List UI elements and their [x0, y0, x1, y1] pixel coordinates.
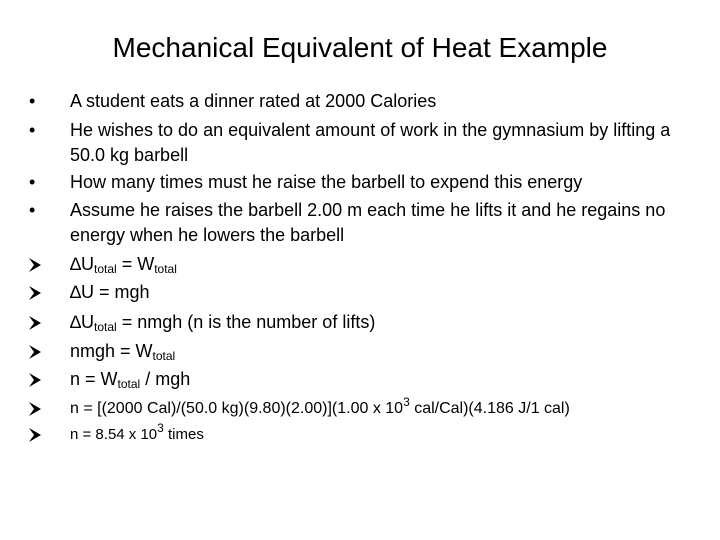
bullet-text: How many times must he raise the barbell to expend this energy	[70, 172, 583, 192]
arrow-bullet-icon	[28, 396, 52, 421]
bullet-icon: •	[29, 91, 36, 111]
step-text: n = 8.54 x $10^3$ times	[70, 421, 204, 443]
bullet-icon: •	[29, 200, 36, 220]
arrow-bullet-icon	[28, 252, 52, 277]
bullet-icon: •	[29, 172, 36, 192]
step-text: n = [(2000 Cal)/(50.0 kg)(9.80)(2.00)](1.00 x $10^3$ cal/Cal)(4.186 J/1 cal)	[70, 395, 570, 417]
arrow-bullet-icon	[28, 422, 52, 447]
step-text: $\Delta U_{total} = W_{total}$	[70, 254, 177, 276]
arrow-bullet-icon	[28, 280, 52, 305]
bullet-text: He wishes to do an equivalent amount of work in the gymnasium by lifting a 50.0 kg barbell	[70, 120, 671, 165]
step-text: $\Delta U_{total}$ = nmgh (n is the number of lifts)	[70, 312, 376, 334]
step-text: ∆U = mgh	[70, 282, 150, 302]
slide-title: Mechanical Equivalent of Heat Example	[112, 32, 608, 63]
arrow-bullet-icon	[28, 339, 52, 364]
arrow-bullet-icon	[28, 310, 52, 335]
bullet-icon: •	[29, 120, 36, 140]
step-text: nmgh = $W_{total}$	[70, 341, 176, 363]
bullet-text: Assume he raises the barbell 2.00 m each time he lifts it and he regains no energy when he lowers the barbell	[70, 200, 666, 245]
step-text: $n = W_{total}$ / mgh	[70, 369, 191, 391]
arrow-bullet-icon	[28, 367, 52, 392]
bullet-text: A student eats a dinner rated at 2000 Calories	[70, 91, 437, 111]
